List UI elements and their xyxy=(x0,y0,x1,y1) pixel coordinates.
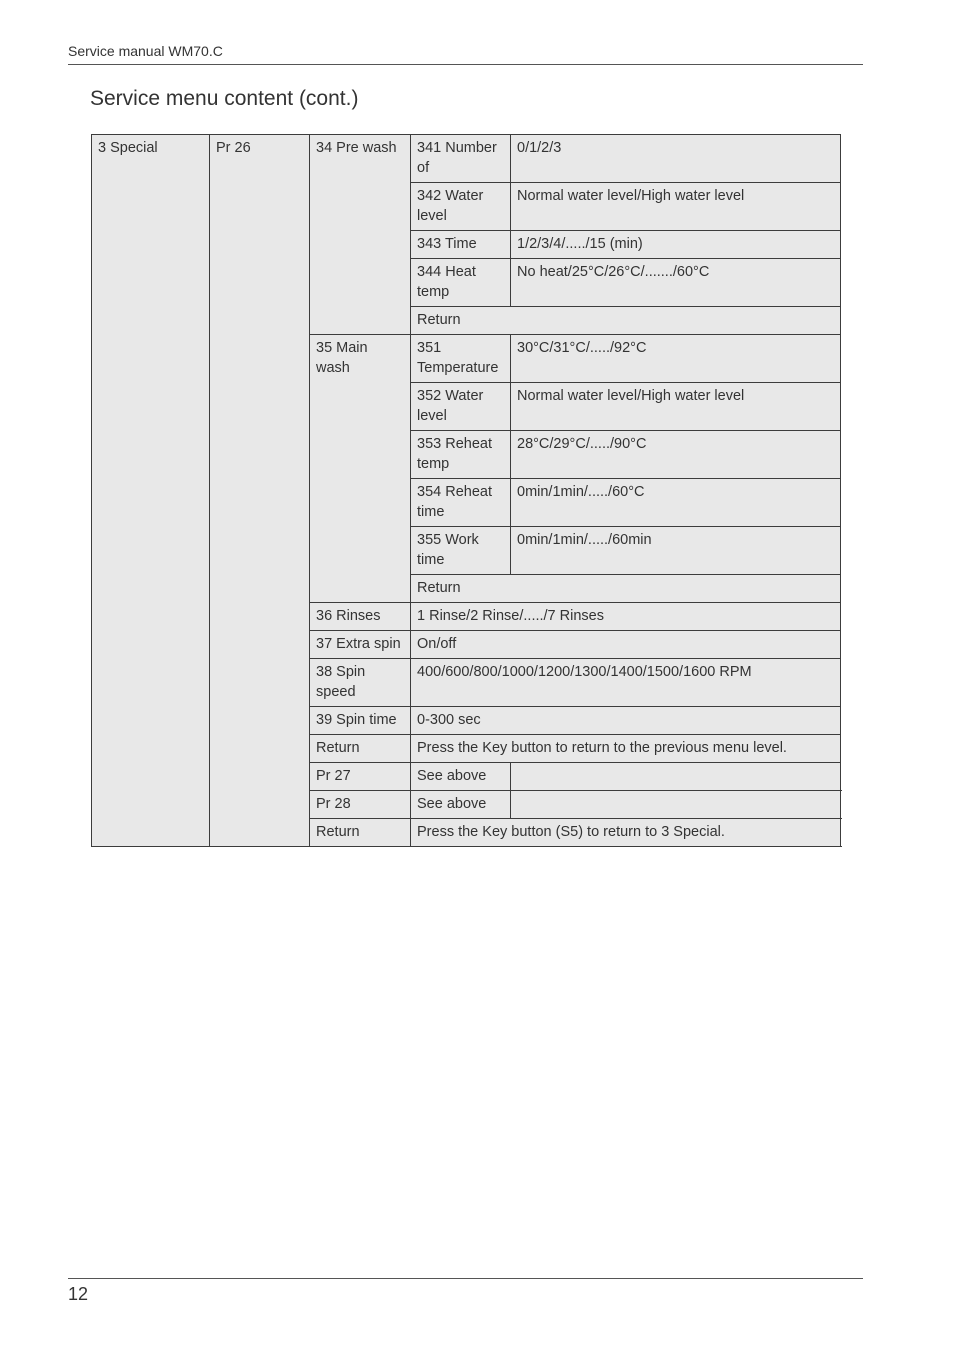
option-item-cell: 37 Extra spin xyxy=(310,631,411,659)
program-value-cell: See above xyxy=(411,791,511,819)
manual-title: Service manual WM70.C xyxy=(68,43,223,59)
menu-item-cell: 355 Work time xyxy=(411,527,511,575)
menu-item-cell: 354 Reheat time xyxy=(411,479,511,527)
section-title: Service menu content (cont.) xyxy=(90,87,359,110)
menu-item-cell: 343 Time xyxy=(411,231,511,259)
menu-item-cell: 344 Heat temp xyxy=(411,259,511,307)
option-value-cell: Press the Key button to return to the previous menu level. xyxy=(411,735,841,763)
option-item-cell: 38 Spin speed xyxy=(310,659,411,707)
program-cell-pr27: Pr 27 xyxy=(310,763,411,791)
empty-cell xyxy=(511,763,841,791)
menu-value-cell: 1/2/3/4/...../15 (min) xyxy=(511,231,841,259)
return-value-cell: Press the Key button (S5) to return to 3 Special. xyxy=(411,819,841,847)
option-value-cell: 0-300 sec xyxy=(411,707,841,735)
menu-value-cell: 30°C/31°C/...../92°C xyxy=(511,335,841,383)
menu-value-cell: No heat/25°C/26°C/......./60°C xyxy=(511,259,841,307)
option-value-cell: On/off xyxy=(411,631,841,659)
main-wash-cell: 35 Main wash xyxy=(310,335,411,603)
header-rule xyxy=(68,64,863,65)
page-number: 12 xyxy=(68,1284,89,1304)
option-item-cell: Return xyxy=(310,735,411,763)
option-item-cell: 39 Spin time xyxy=(310,707,411,735)
option-value-cell: 1 Rinse/2 Rinse/...../7 Rinses xyxy=(411,603,841,631)
option-value-cell: 400/600/800/1000/1200/1300/1400/1500/1600 RPM xyxy=(411,659,841,707)
menu-value-cell: 0min/1min/...../60°C xyxy=(511,479,841,527)
option-item-cell: 36 Rinses xyxy=(310,603,411,631)
menu-value-cell: 0/1/2/3 xyxy=(511,135,841,183)
empty-cell xyxy=(511,791,841,819)
menu-item-cell: 352 Water level xyxy=(411,383,511,431)
menu-item-cell: 341 Number of xyxy=(411,135,511,183)
menu-value-cell: 28°C/29°C/...../90°C xyxy=(511,431,841,479)
return-label-cell: Return xyxy=(310,819,411,847)
service-menu-table xyxy=(91,134,841,847)
menu-item-cell: 342 Water level xyxy=(411,183,511,231)
table-row xyxy=(92,135,841,183)
program-value-cell: See above xyxy=(411,763,511,791)
menu-value-cell: Normal water level/High water level xyxy=(511,183,841,231)
pre-wash-return-cell: Return xyxy=(411,307,841,335)
level1-cell: 3 Special xyxy=(92,135,210,847)
main-wash-return-cell: Return xyxy=(411,575,841,603)
menu-item-cell: 351 Temperature xyxy=(411,335,511,383)
menu-item-cell: 353 Reheat temp xyxy=(411,431,511,479)
program-cell-pr26: Pr 26 xyxy=(210,135,310,847)
menu-value-cell: 0min/1min/...../60min xyxy=(511,527,841,575)
footer-rule xyxy=(68,1278,863,1279)
program-cell-pr28: Pr 28 xyxy=(310,791,411,819)
pre-wash-cell: 34 Pre wash xyxy=(310,135,411,335)
menu-value-cell: Normal water level/High water level xyxy=(511,383,841,431)
